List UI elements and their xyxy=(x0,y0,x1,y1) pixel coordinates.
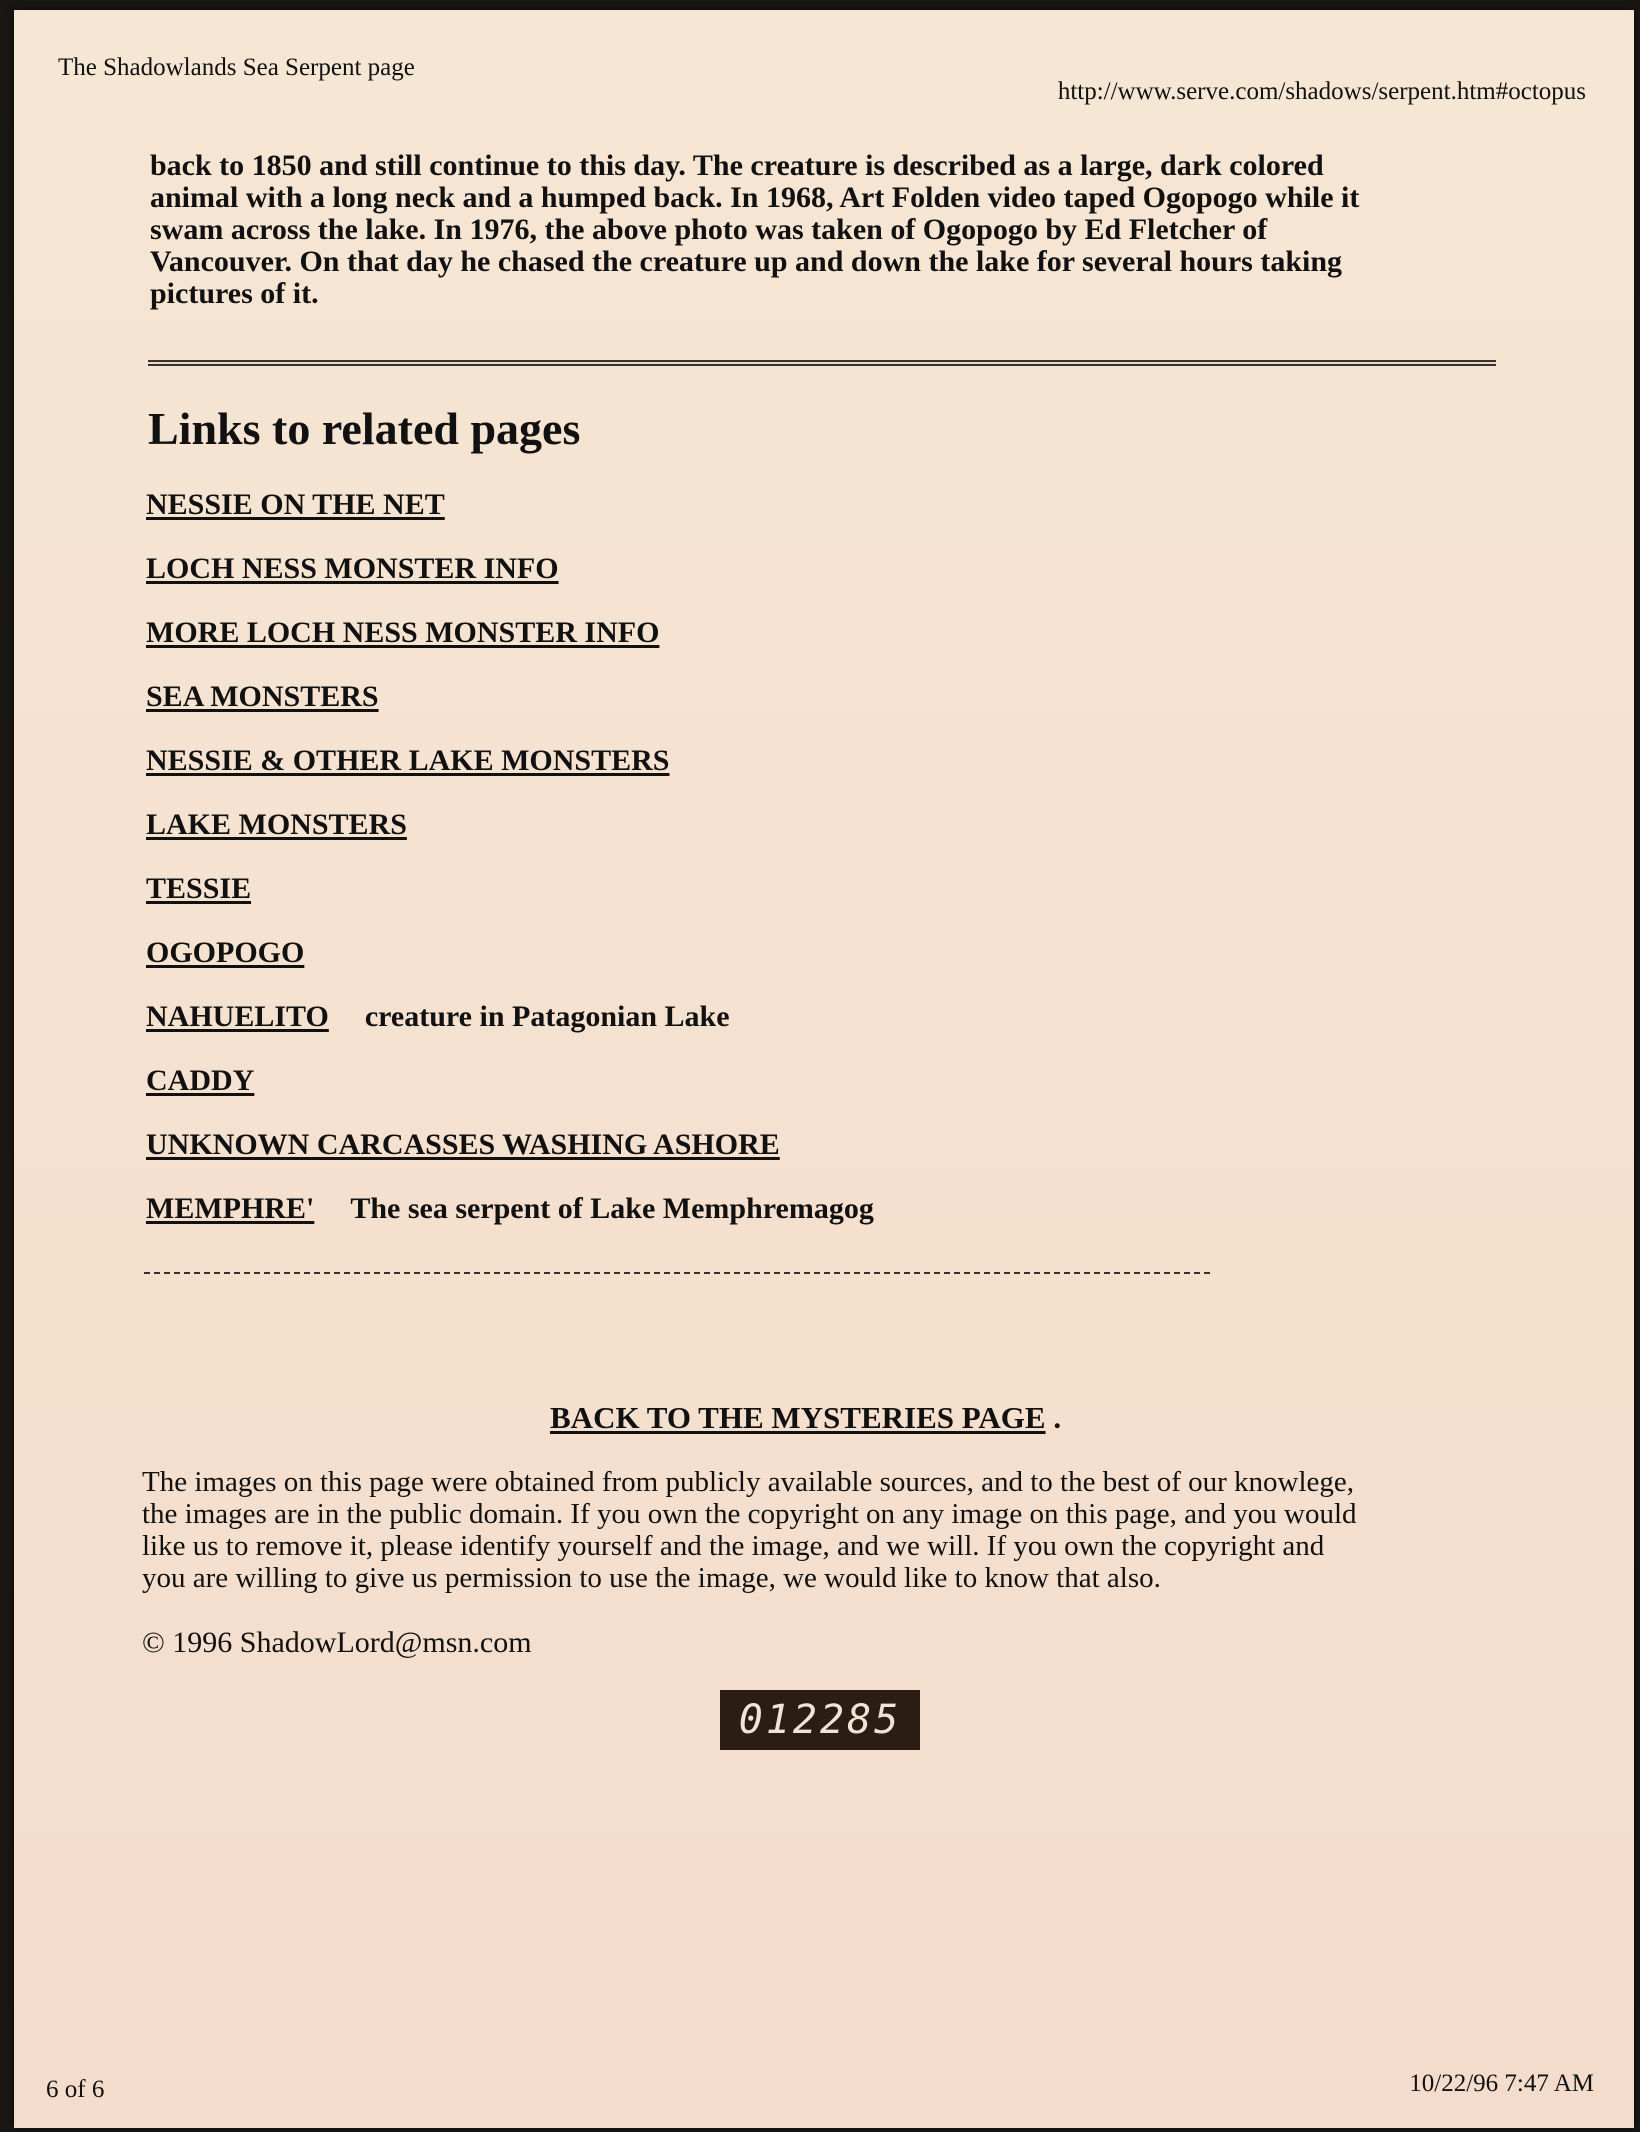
link-item xyxy=(146,1192,874,1226)
printed-page xyxy=(14,10,1634,2128)
link-tessie[interactable]: TESSIE xyxy=(146,872,252,905)
link-loch-ness-monster-info[interactable]: LOCH NESS MONSTER INFO xyxy=(146,552,559,585)
link-item xyxy=(146,744,669,778)
link-item xyxy=(146,808,407,842)
disclaimer-line: The images on this page were obtained from publicly available sources, and to the best of our knowlege, xyxy=(142,1466,1354,1498)
intro-line: Vancouver. On that day he chased the creature up and down the lake for several hours taking xyxy=(150,245,1343,278)
image-disclaimer xyxy=(142,1466,1512,1594)
disclaimer-line: you are willing to give us permission to use the image, we would like to know that also. xyxy=(142,1562,1161,1594)
intro-line: pictures of it. xyxy=(150,277,319,310)
link-nessie-other-lake-monsters[interactable]: NESSIE & OTHER LAKE MONSTERS xyxy=(146,744,670,777)
dashed-divider xyxy=(144,1272,1210,1274)
link-nahuelito[interactable]: NAHUELITO xyxy=(146,1000,329,1033)
link-item xyxy=(146,872,251,906)
page-number: 6 of 6 xyxy=(46,2076,105,2103)
page-header-url[interactable]: http://www.serve.com/shadows/serpent.htm#octopus xyxy=(1057,78,1586,105)
disclaimer-line: the images are in the public domain. If you own the copyright on any image on this page, and you would xyxy=(142,1498,1357,1530)
links-heading: Links to related pages xyxy=(148,403,581,454)
intro-paragraph xyxy=(150,150,1450,310)
intro-line: back to 1850 and still continue to this day. The creature is described as a large, dark colored xyxy=(150,149,1324,182)
link-description: The sea serpent of Lake Memphremagog xyxy=(350,1192,874,1225)
link-description: creature in Patagonian Lake xyxy=(364,1000,730,1033)
link-unknown-carcasses[interactable]: UNKNOWN CARCASSES WASHING ASHORE xyxy=(146,1128,780,1161)
link-item xyxy=(146,616,659,650)
back-link-row xyxy=(550,1400,1061,1436)
link-item xyxy=(146,1128,780,1162)
intro-line: animal with a long neck and a humped back. In 1968, Art Folden video taped Ogopogo while it xyxy=(150,181,1360,214)
link-item xyxy=(146,936,304,970)
link-ogopogo[interactable]: OGOPOGO xyxy=(146,936,305,969)
back-to-mysteries-link[interactable]: BACK TO THE MYSTERIES PAGE xyxy=(550,1400,1046,1435)
back-link-suffix: . xyxy=(1045,1400,1062,1435)
link-sea-monsters[interactable]: SEA MONSTERS xyxy=(146,680,379,713)
print-timestamp: 10/22/96 7:47 AM xyxy=(1409,2070,1594,2097)
link-item xyxy=(146,488,445,522)
link-nessie-on-the-net[interactable]: NESSIE ON THE NET xyxy=(146,488,445,521)
section-divider xyxy=(148,360,1496,366)
intro-line: swam across the lake. In 1976, the above photo was taken of Ogopogo by Ed Fletcher of xyxy=(150,213,1268,246)
link-more-loch-ness-monster-info[interactable]: MORE LOCH NESS MONSTER INFO xyxy=(146,616,660,649)
link-lake-monsters[interactable]: LAKE MONSTERS xyxy=(146,808,407,841)
link-item xyxy=(146,552,559,586)
copyright-notice: © 1996 ShadowLord@msn.com xyxy=(142,1626,532,1659)
hit-counter: 012285 xyxy=(720,1690,920,1750)
link-caddy[interactable]: CADDY xyxy=(146,1064,255,1097)
link-item xyxy=(146,1000,730,1034)
link-item xyxy=(146,1064,254,1098)
link-item xyxy=(146,680,379,714)
disclaimer-line: like us to remove it, please identify yourself and the image, and we will. If you own the copyright and xyxy=(142,1530,1325,1562)
link-memphre[interactable]: MEMPHRE' xyxy=(146,1192,315,1225)
page-header-title: The Shadowlands Sea Serpent page xyxy=(58,54,415,81)
